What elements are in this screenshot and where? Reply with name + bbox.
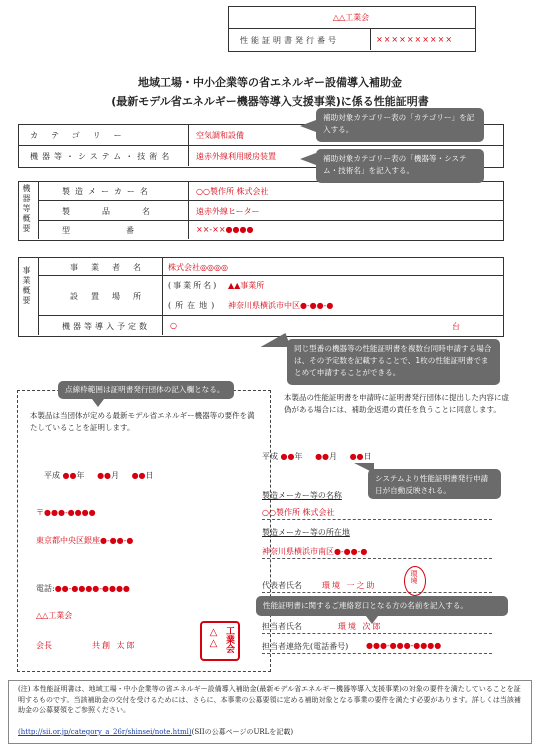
category-value: 空気調和設備 — [196, 131, 244, 140]
callout-quantity: 同じ型番の機器等の性能証明書を複数台同時申請する場合は、その予定数を記載することで、1枚の性能証明書でまとめて申請することができる。 — [287, 339, 500, 385]
header-org: △△工業会 — [332, 13, 370, 22]
operator-value: 株式会社◎◎◎◎ — [168, 263, 228, 272]
callout-issuer-box: 点線枠範囲は証明書発行団体の記入欄となる。 — [58, 381, 234, 399]
contact-value: ●●●-●●●-●●●● — [366, 641, 442, 650]
system-value: 遠赤外線利用暖房装置 — [196, 152, 276, 161]
person-name: 環境 次郎 — [338, 622, 383, 631]
qty-label: 機器等導入予定数 — [62, 322, 150, 331]
office-label: (事業所名) — [168, 281, 219, 290]
site-label: 設置場所 — [70, 292, 154, 301]
rep-seal: 環境 — [404, 566, 426, 596]
callout-category: 補助対象カテゴリー表の「カテゴリー」を記入する。 — [316, 108, 484, 142]
qty-unit: 台 — [452, 322, 460, 331]
callout-contact: 性能証明書に関するご連絡窓口となる方の名前を記入する。 — [256, 596, 508, 616]
maker-value: ○○製作所 株式会社 — [196, 187, 269, 196]
maker-label: 製造メーカー名 — [62, 187, 153, 196]
issuer-tel: 電話:●●-●●●●-●●●● — [36, 584, 130, 593]
issuer-address: 東京都中央区銀座●-●●-● — [36, 536, 134, 545]
product-label: 製品名 — [62, 207, 182, 216]
maker-name-label: 製造メーカー等の名称 — [262, 491, 342, 500]
category-label: カテゴリー — [30, 131, 135, 140]
cert-no-label: 性能証明書発行番号 — [240, 36, 339, 45]
note-url[interactable]: (http://sii.or.jp/category_a_26r/shinsei/note.html) — [18, 728, 192, 736]
issuer-zip: 〒●●●-●●●● — [36, 508, 96, 517]
page-title-line1: 地域工場・中小企業等の省エネルギー設備導入補助金 — [138, 76, 402, 89]
callout-date: システムより性能証明書発行申請日が自動反映される。 — [368, 469, 501, 499]
rep-label: 代表者氏名 — [262, 581, 302, 590]
applicant-statement: 本製品の性能証明書を申請時に証明書発行団体に提出した内容に虚偽がある場合には、補助金返還の責任を負うことに同意します。 — [284, 393, 509, 414]
address-label: (所在地) — [168, 301, 219, 310]
issuer-org: △△工業会 — [36, 611, 73, 620]
cert-no-value: ×××××××××× — [376, 35, 454, 44]
note-url-line: (http://sii.or.jp/category_a_26r/shinsei/note.html)(SIIの公募ページのURLを記載) — [18, 728, 294, 736]
maker-addr-label: 製造メーカー等の所在地 — [262, 528, 350, 537]
issuer-chair-name: 共創 太郎 — [92, 641, 137, 650]
operator-label: 事業者名 — [70, 263, 154, 272]
issuer-seal: △△ 工業会 — [200, 621, 240, 661]
system-label: 機器等・システム・技術名 — [30, 152, 174, 161]
business-section-label: 事業概要 — [22, 266, 31, 306]
page-title-line2: (最新モデル省エネルギー機器等導入支援事業)に係る性能証明書 — [111, 95, 429, 108]
product-value: 遠赤外線ヒーター — [196, 207, 260, 216]
issuer-date: 平成 ●●年 ●●月 ●●日 — [44, 471, 154, 480]
qty-value: ○ — [170, 321, 177, 330]
model-label: 型番 — [62, 226, 190, 235]
equipment-section-label: 機器等概要 — [22, 184, 31, 234]
note-text: (注) 本性能証明書は、地域工場・中小企業等の省エネルギー設備導入補助金(最新モデル省エネルギー機器等導入支援事業)の対象の要件を満たしていることを証明するものです。当該補助金の交付を受けるためには、さらに、本事業の公募要領に定める補助対象となる事業の要件を満たす必要があります。詳しくは当該補助金の公募要領をご参照ください。 — [18, 685, 521, 714]
issuer-statement: 本製品は当団体が定める最新モデル省エネルギー機器等の要件を満たしていることを証明します。 — [30, 411, 255, 432]
model-value: ××-××●●●● — [196, 225, 254, 234]
issuer-chair-label: 会長 — [36, 641, 52, 650]
address-value: 神奈川県横浜市中区●-●●-● — [228, 301, 334, 310]
person-label: 担当者氏名 — [262, 622, 302, 631]
callout-system: 補助対象カテゴリー表の「機器等・システム・技術名」を記入する。 — [316, 149, 484, 183]
maker-addr: 神奈川県横浜市南区●-●●-● — [262, 547, 368, 556]
office-value: ▲▲事業所 — [228, 281, 265, 290]
applicant-date: 平成 ●●年 ●●月 ●●日 — [262, 452, 372, 461]
rep-name: 環境 一之助 — [322, 581, 377, 590]
maker-name: ○○製作所 株式会社 — [262, 508, 335, 517]
contact-label: 担当者連絡先(電話番号) — [262, 642, 349, 651]
